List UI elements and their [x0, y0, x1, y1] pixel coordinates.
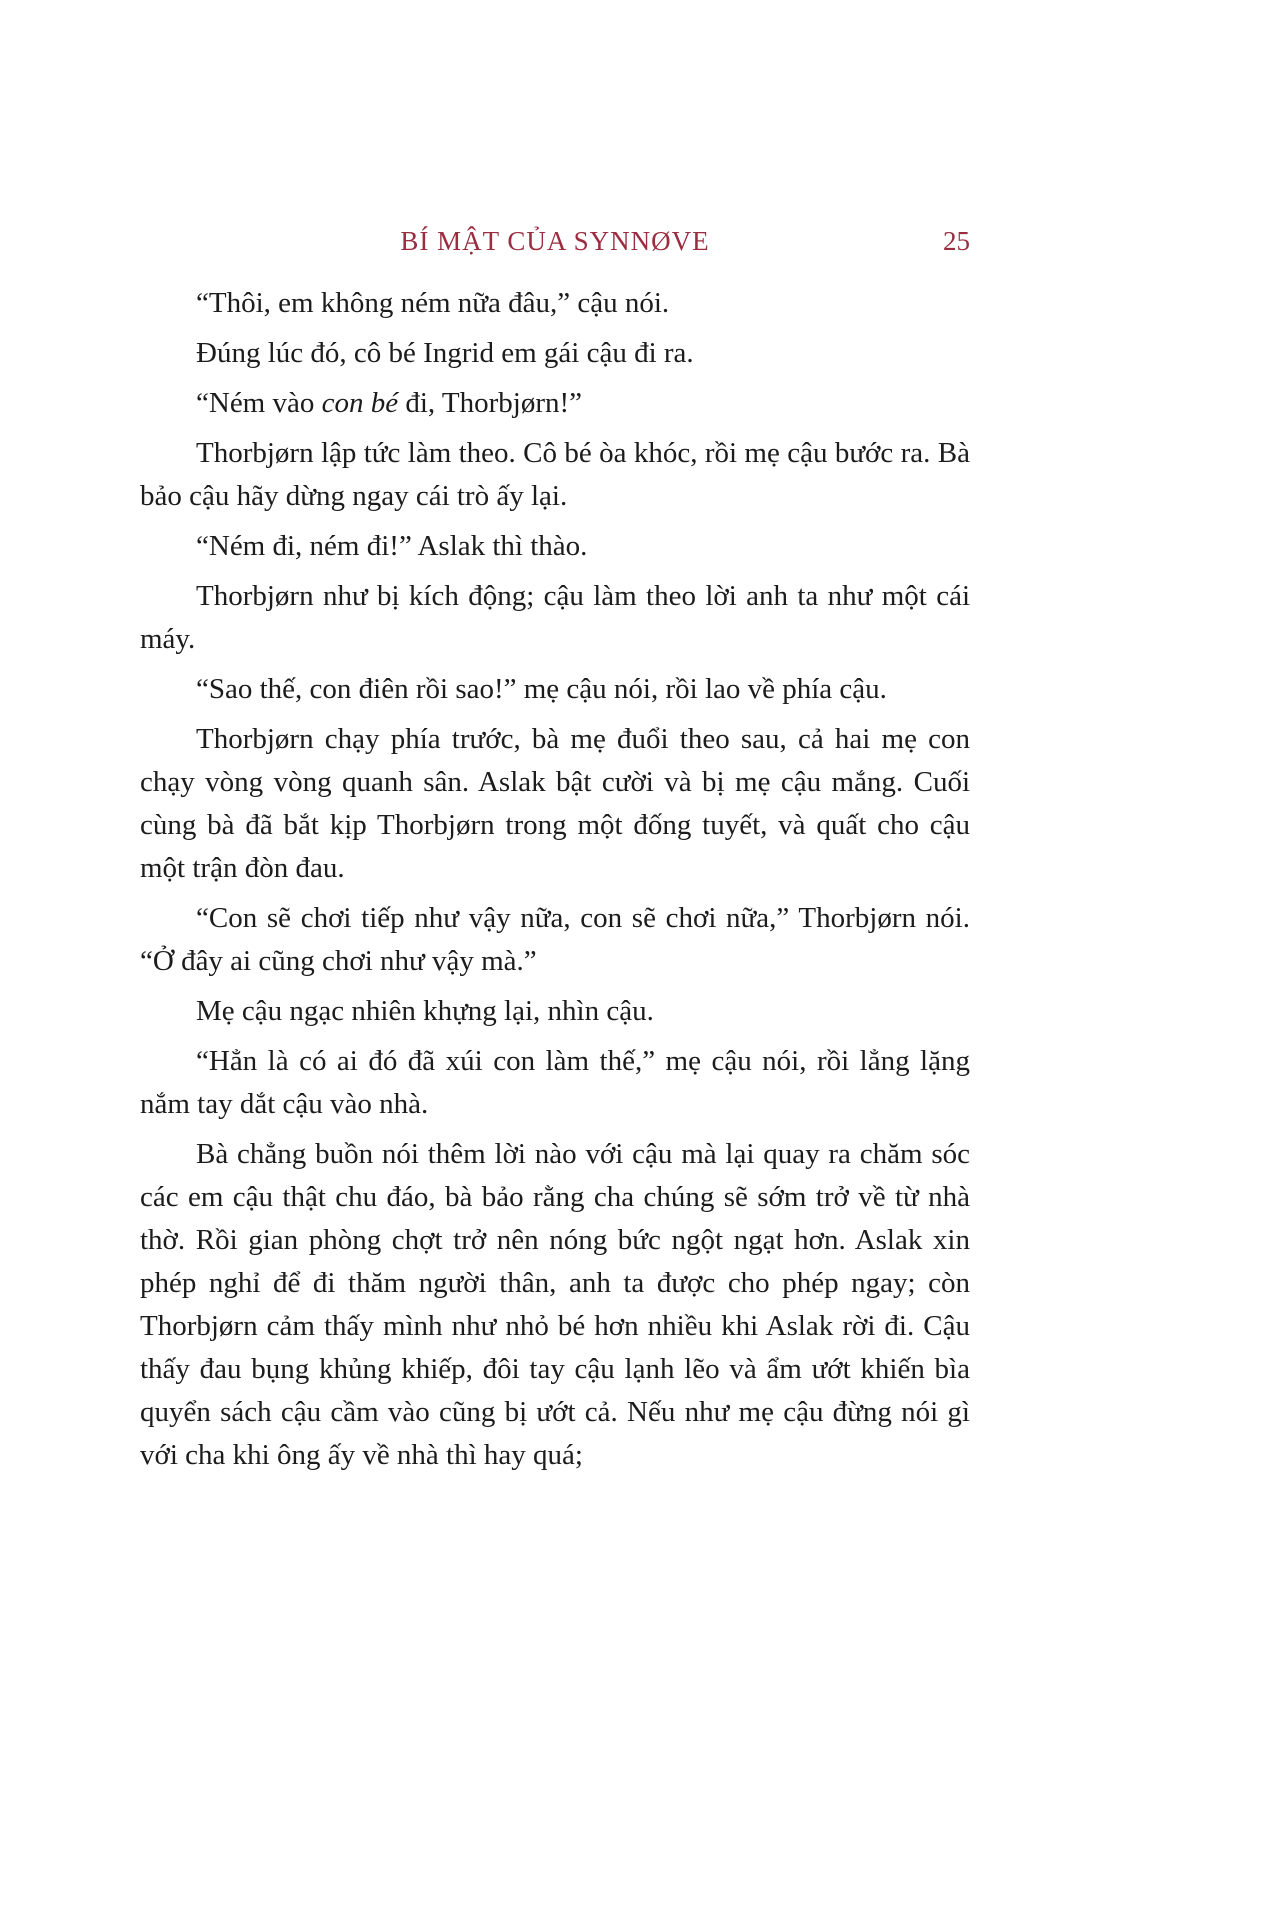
- paragraph: “Hẳn là có ai đó đã xúi con làm thế,” mẹ cậu nói, rồi lẳng lặng nắm tay dắt cậu vào nhà.: [140, 1045, 970, 1120]
- paragraph-text: “Ném vào: [196, 387, 322, 419]
- paragraph: [140, 382, 970, 425]
- paragraph: Đúng lúc đó, cô bé Ingrid em gái cậu đi ra.: [196, 337, 694, 369]
- paragraph: “Thôi, em không ném nữa đâu,” cậu nói.: [196, 287, 670, 319]
- paragraph: Thorbjørn lập tức làm theo. Cô bé òa khóc, rồi mẹ cậu bước ra. Bà bảo cậu hãy dừng ngay cái trò ấy lại.: [140, 437, 970, 512]
- italic-emphasis: con bé: [321, 387, 399, 419]
- paragraph: “Con sẽ chơi tiếp như vậy nữa, con sẽ chơi nữa,” Thorbjørn nói. “Ở đây ai cũng chơi như vậy mà.”: [140, 902, 970, 977]
- paragraph: Thorbjørn như bị kích động; cậu làm theo lời anh ta như một cái máy.: [140, 580, 970, 655]
- paragraph: Bà chẳng buồn nói thêm lời nào với cậu mà lại quay ra chăm sóc các em cậu thật chu đáo, bà bảo rằng cha chúng sẽ sớm trở về từ nhà thờ. Rồi gian phòng chợt trở nên nóng bức ngột ngạt hơn. Aslak xin phép nghỉ để đi thăm người thân, anh ta được cho phép ngay; còn Thorbjørn cảm thấy mình như nhỏ bé hơn nhiều khi Aslak rời đi. Cậu thấy đau bụng khủng khiếp, đôi tay cậu lạnh lẽo và ẩm ướt khiến bìa quyển sách cậu cầm vào cũng bị ướt cả. Nếu như mẹ cậu đừng nói gì với cha khi ông ấy về nhà thì hay quá;: [140, 1138, 970, 1471]
- running-title: BÍ MẬT CỦA SYNNØVE: [400, 226, 710, 256]
- paragraph: Mẹ cậu ngạc nhiên khựng lại, nhìn cậu.: [196, 995, 654, 1027]
- running-header: [140, 226, 970, 266]
- paragraph: “Sao thế, con điên rồi sao!” mẹ cậu nói, rồi lao về phía cậu.: [196, 673, 887, 705]
- paragraph: Thorbjørn chạy phía trước, bà mẹ đuổi theo sau, cả hai mẹ con chạy vòng vòng quanh sân. Aslak bật cười và bị mẹ cậu mắng. Cuối cùng bà đã bắt kịp Thorbjørn trong một đống tuyết, và quất cho cậu một trận đòn đau.: [140, 723, 970, 884]
- paragraph: “Ném đi, ném đi!” Aslak thì thào.: [196, 530, 588, 562]
- page-number: 25: [943, 226, 970, 256]
- paragraph-text: đi, Thorbjørn!”: [398, 387, 583, 419]
- body-text: [140, 282, 970, 1484]
